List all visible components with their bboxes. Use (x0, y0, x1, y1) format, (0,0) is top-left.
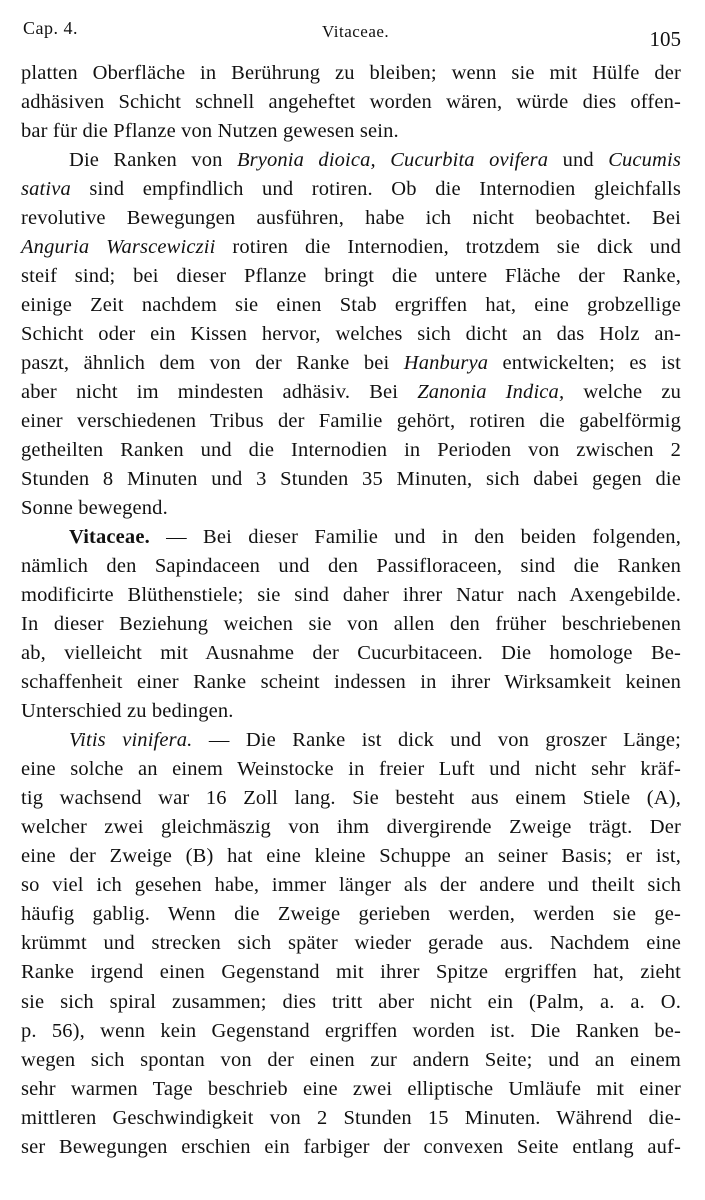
text-run: einige Zeit nachdem sie einen Stab ergriffen hat, eine grobzellige (21, 294, 681, 317)
text-line (21, 262, 681, 291)
chapter-label: Cap. 4. (23, 18, 78, 38)
text-line (21, 581, 681, 610)
text-run: eine der Zweige (B) hat eine kleine Schuppe an seiner Basis; er ist, (21, 845, 681, 868)
text-line (21, 349, 681, 378)
text-run: nämlich den Sapindaceen und den Passifloraceen, sind die Ranken (21, 555, 681, 578)
text-run: krümmt und strecken sich später wieder gerade aus. Nachdem eine (21, 932, 681, 955)
text-run: — Die Ranke ist dick und von groszer Länge; (192, 729, 681, 752)
text-run: — Bei dieser Familie und in den beiden folgenden, (149, 526, 681, 549)
text-run: so viel ich gesehen habe, immer länger als der andere und theilt sich (21, 874, 681, 897)
italic-text: sativa (21, 178, 71, 201)
text-run: rotiren die Internodien, trotzdem sie dick und (215, 236, 681, 259)
text-run: und (548, 149, 609, 172)
text-line (21, 639, 681, 668)
text-line (21, 697, 681, 726)
italic-text: Cucumis (608, 149, 681, 172)
text-line (21, 175, 681, 204)
text-run: adhäsiven Schicht schnell angeheftet worden wären, würde dies offen- (21, 91, 681, 114)
text-run: wegen sich spontan von der einen zur andern Seite; und an einem (21, 1048, 681, 1071)
text-line (21, 929, 681, 958)
text-run: platten Oberfläche in Berührung zu bleiben; wenn sie mit Hülfe der (21, 62, 681, 84)
text-run: Stunden 8 Minuten und 3 Stunden 35 Minuten, sich dabei gegen die (21, 468, 681, 491)
text-line (21, 436, 681, 465)
text-run: Unterschied zu bedingen. (21, 700, 234, 723)
text-line (21, 1104, 681, 1133)
text-run: paszt, ähnlich dem von der Ranke bei (21, 352, 404, 375)
text-line (21, 755, 681, 784)
text-run: einer verschiedenen Tribus der Familie gehört, rotiren die gabelförmig (21, 410, 681, 433)
text-line (21, 1133, 681, 1162)
text-run: tig wachsend war 16 Zoll lang. Sie besteht aus einem Stiele (A), (21, 787, 681, 810)
text-run: häufig gablig. Wenn die Zweige gerieben werden, werden sie ge- (21, 903, 681, 926)
italic-text: Anguria Warscewiczii (21, 236, 216, 259)
text-line (21, 988, 681, 1017)
text-run: welcher zwei gleichmäszig von ihm divergirende Zweige trägt. Der (21, 816, 681, 839)
text-run: steif sind; bei dieser Pflanze bringt die untere Fläche der Ranke, (21, 265, 681, 288)
text-run: aber nicht im mindesten adhäsiv. Bei (21, 381, 418, 404)
italic-text: Hanburya (403, 352, 489, 375)
text-line (21, 59, 681, 88)
italic-text: Bryonia dioica, Cucurbita ovifera (236, 149, 549, 172)
text-line (21, 117, 681, 146)
text-line (21, 1046, 681, 1075)
italic-text: Zanonia Indica, (417, 381, 565, 404)
text-run: ab, vielleicht mit Ausnahme der Cucurbitaceen. Die homologe Be- (21, 642, 681, 665)
text-run: modificirte Blüthenstiele; sie sind daher ihrer Natur nach Axengebilde. (21, 584, 681, 607)
text-line (21, 610, 681, 639)
text-run: Sonne bewegend. (21, 497, 168, 520)
text-run: welche zu (564, 381, 681, 404)
text-line (21, 958, 681, 987)
text-run: schaffenheit einer Ranke scheint indessen in ihrer Wirksamkeit keinen (21, 671, 681, 694)
text-run: revolutive Bewegungen ausführen, habe ich nicht beobachtet. Bei (21, 207, 681, 230)
text-run: sehr warmen Tage beschrieb eine zwei elliptische Umläufe mit einer (21, 1077, 681, 1100)
text-run: bar für die Pflanze von Nutzen gewesen sein. (21, 120, 399, 143)
text-line (21, 204, 681, 233)
running-title: Vitaceae. (322, 22, 390, 41)
text-run: p. 56), wenn kein Gegenstand ergriffen worden ist. Die Ranken be- (21, 1019, 681, 1042)
body-text (21, 59, 681, 1162)
text-run: Die Ranken von (69, 149, 237, 172)
text-line (21, 378, 681, 407)
text-run: Ranke irgend einen Gegenstand mit ihrer Spitze ergriffen hat, zieht (21, 961, 681, 984)
text-line (21, 291, 681, 320)
text-run: Schicht oder ein Kissen hervor, welches sich dicht an das Holz an- (21, 323, 681, 346)
text-line (21, 871, 681, 900)
text-run: ser Bewegungen erschien ein farbiger der convexen Seite entlang auf- (21, 1135, 681, 1158)
text-line (21, 552, 681, 581)
italic-text: Vitis vinifera. (69, 729, 193, 752)
text-line (21, 900, 681, 929)
text-run: getheilten Ranken und die Internodien in Perioden von zwischen 2 (21, 439, 681, 462)
text-run: sie sich spiral zusammen; dies tritt aber nicht ein (Palm, a. a. O. (21, 990, 681, 1013)
text-run: mittleren Geschwindigkeit von 2 Stunden 15 Minuten. Während die- (21, 1106, 681, 1129)
text-line (21, 842, 681, 871)
text-line (21, 668, 681, 697)
text-line (21, 813, 681, 842)
text-line (21, 523, 681, 552)
text-line (21, 465, 681, 494)
text-line (21, 1017, 681, 1046)
text-line (21, 88, 681, 117)
text-line (21, 320, 681, 349)
text-line (21, 1075, 681, 1104)
text-line (21, 233, 681, 262)
text-run: entwickelten; es ist (488, 352, 681, 375)
text-line (21, 146, 681, 175)
text-line (21, 407, 681, 436)
text-run: eine solche an einem Weinstocke in freier Luft und nicht sehr kräf- (21, 758, 681, 781)
bold-heading: Vitaceae. (69, 526, 150, 549)
text-line (21, 494, 681, 523)
text-run: sind empfindlich und rotiren. Ob die Internodien gleichfalls (70, 178, 681, 201)
text-run: In dieser Beziehung weichen sie von allen den früher beschriebenen (21, 613, 681, 636)
page-number: 105 (649, 27, 681, 51)
text-line (21, 784, 681, 813)
text-line (21, 726, 681, 755)
